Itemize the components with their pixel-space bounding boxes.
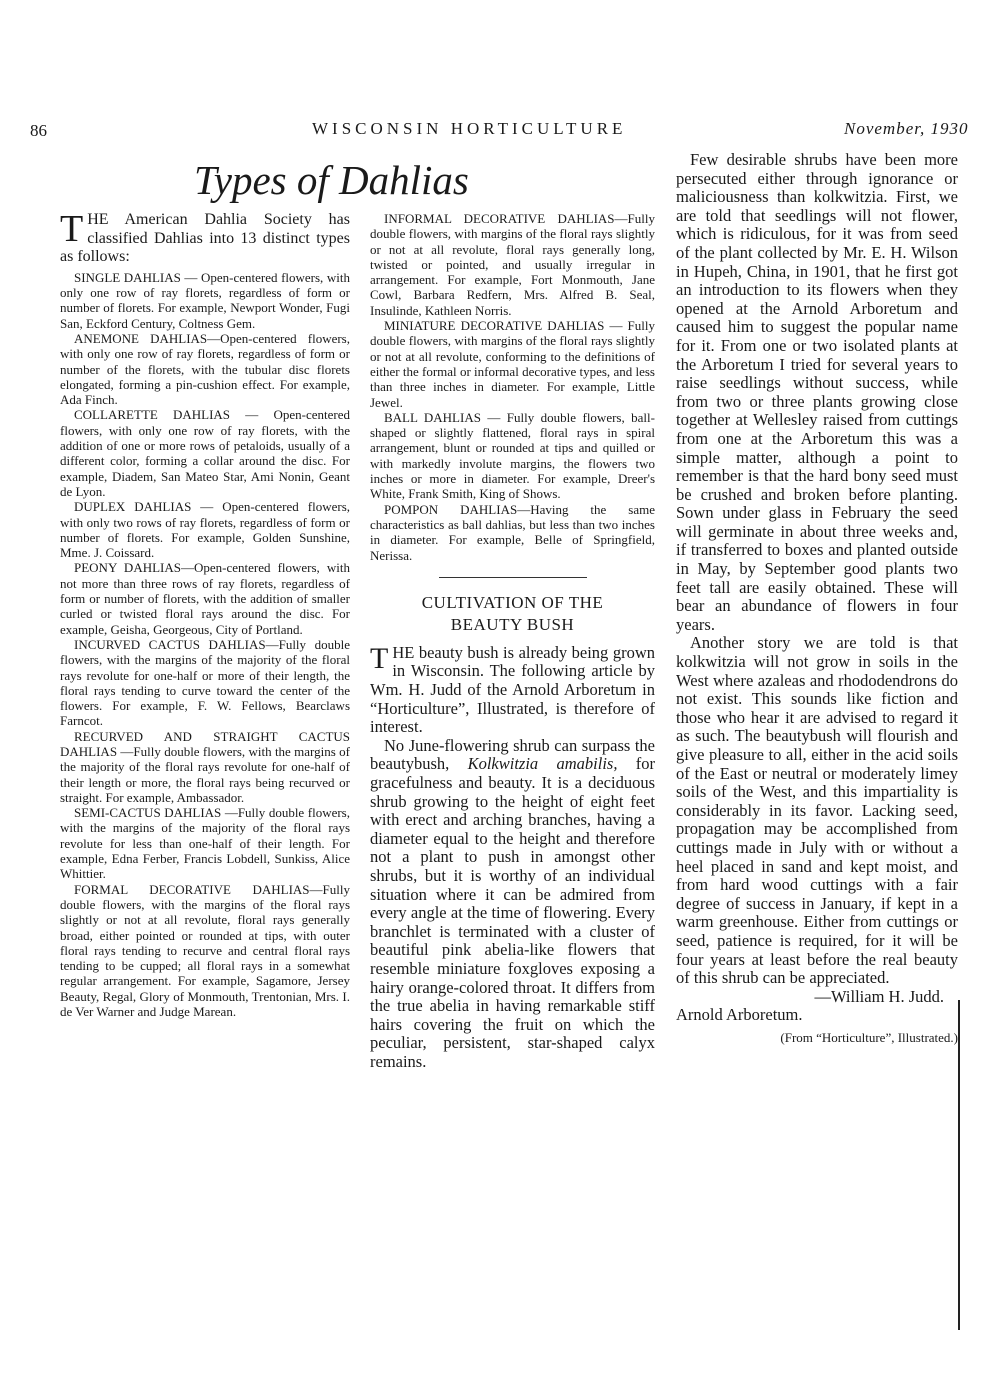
dahlia-type-collarette: COLLARETTE DAHLIAS — Open-centered flowers, with only one row of ray florets, with the addition of one or more rows of petaloids, usually of a different color, forming a collar around the disc. For example, Diadem, San Mateo Star, Ami Nonin, Geant de Lyon. (60, 407, 350, 499)
section-divider (439, 577, 587, 578)
margin-rule (958, 1000, 960, 1330)
description-text-cont: for gracefulness and beauty. It is a deciduous shrub growing to the height of eight feet with erect and arching branches, having a diameter equal to the height and therefore not a plant to push in amongst other shrubs, but it is worthy of an individual situation where it can be admired from every angle at the time of flowering. Every branchlet is terminated with a cluster of beautiful pink abelia-like flowers that resemble miniature foxgloves exposing a hairy orange-colored throat. It differs from the true abelia in having remarkable stiff hairs covering the fruit on which the peculiar, persistent, star-shaped calyx remains. (370, 754, 655, 1071)
dahlia-type-peony: PEONY DAHLIAS—Open-centered flowers, with not more than three rows of ray florets, regardless of form or number of florets, with the addition of smaller curled or twisted floral rays around the disc. For example, Geisha, Georgeous, City of Portland. (60, 560, 350, 637)
dahlia-type-single: SINGLE DAHLIAS — Open-centered flowers, with only one row of ray florets, regardless of form or number of florets. For example, Newport Wonder, Fugi San, Eckford Century, Coltness Gem. (60, 269, 350, 331)
drop-cap: T (370, 641, 389, 675)
dahlia-type-recurved-cactus: RECURVED AND STRAIGHT CACTUS DAHLIAS —Fully double flowers, with the margins of the majority of the floral rays revolute for one-half of their length or more, the floral rays being recurved or straight. For example, Ambassador. (60, 728, 350, 805)
heading-line-1: CULTIVATION OF THE (421, 592, 604, 612)
beauty-bush-intro-text: HE beauty bush is already being grown in Wisconsin. The following article by Wm. H. Judd of the Arnold Arboretum in “Horticulture”, Illustrated, is therefore of interest. (370, 642, 655, 737)
description-text: No June-flowering shrub can surpass the beautybush, (370, 735, 655, 774)
dahlia-type-incurved-cactus: INCURVED CACTUS DAHLIAS—Fully double flowers, with the margins of the majority of the floral rays revolute for one-half or more of their length, the floral rays tending to curve toward the center of the flowers. For example, F. W. Fellows, Bearclaws Farncot. (60, 636, 350, 729)
beauty-bush-body (370, 641, 655, 1072)
beauty-bush-intro (370, 641, 655, 737)
intro-paragraph (60, 208, 350, 267)
dahlia-type-ball: BALL DAHLIAS — Fully double flowers, ball-shaped or slightly flattened, floral rays in spiral arrangement, blunt or rounded at tips and quilled or with markedly involute margins, the flowers two inches or more in diameter. For example, Dreer's White, Frank Smith, King of Shows. (370, 409, 655, 502)
journal-title: WISCONSIN HORTICULTURE (312, 119, 627, 138)
dahlia-type-miniature-decorative: MINIATURE DECORATIVE DAHLIAS — Fully double flowers, with margins of the floral rays slightly or not at all revolute, conforming to the definitions of either the formal or informal decorative types, and less than three inches in diameter. For example, Little Jewel. (370, 318, 655, 410)
beauty-bush-heading (370, 592, 655, 636)
dahlia-type-semi-cactus: SEMI-CACTUS DAHLIAS —Fully double flowers, with the margins of the majority of the floral rays revolute for less than one-half of their length. For example, Edna Ferber, Francis Lobdell, Sunkiss, Alice Whittier. (60, 805, 350, 882)
author-signature: —William H. Judd. (814, 986, 944, 1006)
column-3 (676, 151, 958, 1048)
dahlia-type-pompon: POMPON DAHLIAS—Having the same characteristics as ball dahlias, but less than two inches in diameter. For example, Belle of Springfield, Nerissa. (370, 501, 655, 563)
column-1 (60, 208, 350, 1020)
drop-cap: T (60, 208, 84, 250)
article-title: Types of Dahlias (194, 157, 469, 203)
beauty-bush-description (370, 737, 655, 1072)
author-affiliation: Arnold Arboretum. (676, 1005, 803, 1025)
soil-paragraph: Another story we are told is that kolkwitzia will not grow in soils in the West where azaleas and rhododendrons do not exist. This sounds like fiction and those who hear it are advised to regard it as such. The beautybush will flourish and give pleasure to all, either in the acid soils of the East or neutral or moderately limey soils of the West, and this impartiality is considerably in its favor. Lacking seed, propagation may be accomplished from cuttings made in July with or without a heel placed in sand and kept moist, and from hard wood cuttings with a fair degree of success in January, if kept in a warm greenhouse. Either from cuttings or seed, patience is required, for it will be four years at least before the real beauty of this shrub can be appreciated. (676, 633, 958, 988)
dahlia-type-formal-decorative: FORMAL DECORATIVE DAHLIAS—Fully double flowers, with the margins of the floral rays slightly or not at all revolute, floral rays generally broad, either pointed or rounded at tips, with outer floral rays tending to recurve and central floral rays tending to be cupped; all floral rays in a somewhat regular arrangement. For example, Sagamore, Jersey Beauty, Regal, Glory of Monmouth, Trentonian, Mrs. I. de Ver Warner and Judge Marean. (60, 881, 350, 1020)
intro-text: HE American Dahlia Society has classified Dahlias into 13 distinct types as follows: (60, 211, 350, 266)
botanical-name: Kolkwitzia amabilis, (467, 754, 618, 774)
issue-date: November, 1930 (844, 119, 969, 138)
page-number: 86 (30, 121, 47, 140)
dahlia-type-anemone: ANEMONE DAHLIAS—Open-centered flowers, with only one row of ray florets, regardless of form or number of the florets, with the tubular disc florets elongated, forming a pin-cushion effect. For example, Ada Finch. (60, 330, 350, 408)
propagation-paragraph: Few desirable shrubs have been more persecuted either through ignorance or maliciousness than kolkwitzia. First, we are told that seedlings will not flower, which is ridiculous, for it was from seed of the plant collected by Mr. E. H. Wilson in Hupeh, China, in 1901, that he first got an introduction to its flowers when they opened at the Arnold Arboretum and caused him to suggest the popular name for it. From one or two isolated plants at the Arboretum I tried for several years to raise seedlings without success, while from two or three plants growing close together at Wellesley raised from cuttings from one at the Arboretum this was a simple matter, although a point to remember is that the hard bony seed must be crushed and broken before planting. Sown under glass in February the seed will germinate in about three weeks and, if transferred to boxes and planted outside in May, by September good plants two feet tall are easily obtained. These will bear an abundance of flowers in four years. (676, 150, 958, 634)
heading-line-2: BEAUTY BUSH (450, 614, 575, 634)
column-2 (370, 211, 655, 1071)
dahlia-type-duplex: DUPLEX DAHLIAS — Open-centered flowers, with only two rows of ray florets, regardless of form or number of florets. For example, Golden Sunshine, Mme. J. Coissard. (60, 499, 350, 561)
source-credit: (From “Horticulture”, Illustrated.) (780, 1029, 958, 1045)
dahlia-type-informal-decorative: INFORMAL DECORATIVE DAHLIAS—Fully double flowers, with margins of the floral rays slightly or not at all revolute, floral rays generally long, twisted or pointed, and usually irregular in arrangement. For example, Fort Monmouth, Jane Cowl, Barbara Redfern, Mrs. Alfred B. Seal, Insulinde, Kathleen Norris. (370, 211, 655, 318)
